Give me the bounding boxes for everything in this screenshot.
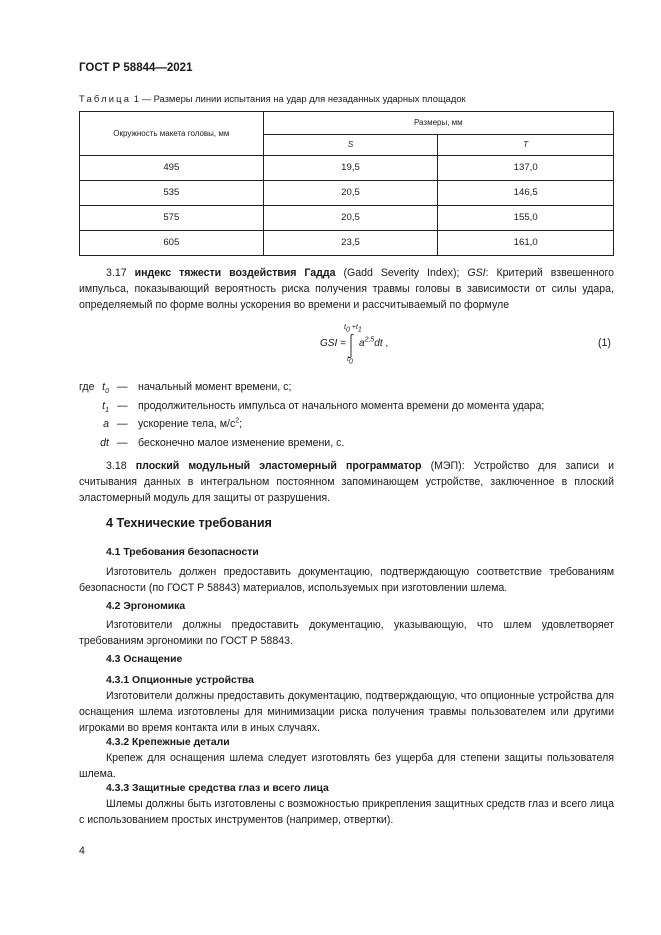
dimensions-table [79,111,614,256]
col-header-dimensions: Размеры, мм [263,112,613,135]
legend-row [79,417,614,436]
table-caption-prefix: Таблица [79,93,132,104]
table-row [80,156,614,181]
legend-description: начальный момент времени, с; [138,381,292,393]
section-4-3-1-title: 4.3.1 Опционные устройства [106,675,254,686]
term-abbreviation: GSI [467,267,486,279]
legend-where: где [79,381,95,393]
section-4-title: 4 Технические требования [106,516,272,530]
section-4-3-3-text: Шлемы должны быть изготовлены с возможностью прикрепления защитных средств глаз и всего лица с использованием простых инструментов (например, отвертки). [79,798,614,826]
legend-dash: — [117,399,128,412]
table-cell: 19,5 [263,156,438,181]
table-cell: 155,0 [438,206,614,231]
legend-row [79,399,614,418]
page-number: 4 [79,845,85,857]
section-4-3-3-title: 4.3.3 Защитные средства глаз и всего лица [106,783,329,794]
term-english: (Gadd Severity Index); [335,267,468,279]
section-4-3-2-text: Крепеж для оснащения шлема следует изготовлять без ущерба для степени защиты пользователя шлема. [79,752,614,780]
integral-upper-limit: $t_0 +t_1$ [344,324,362,334]
section-4-3-title: 4.3 Оснащение [106,654,183,665]
table-cell: 495 [80,156,264,181]
legend-dash: — [117,436,128,449]
table-row [80,231,614,256]
term-mep: плоский модульный эластомерный программатор [135,460,422,472]
table-cell: 137,0 [438,156,614,181]
formula-legend [79,380,614,454]
definition-text: (МЭП): Устройство для записи и считывания данных в интегральном постоянном запоминающем устройстве, заключенное в плоский эластомерный модуль для защиты от разрушения. [79,460,615,504]
col-header-s: S [263,135,438,156]
legend-symbol: a [103,418,109,430]
table-cell: 20,5 [263,206,438,231]
legend-symbol: dt [100,436,109,449]
term-gsi: индекс тяжести воздействия Гадда [134,267,336,279]
formula-lhs: GSI = [320,338,346,349]
formula-integrand: $a^{2,5}dt$ , [359,336,389,349]
section-4-1-title: 4.1 Требования безопасности [106,547,259,558]
integral-lower-limit: $t_0$ [347,356,353,366]
table-cell: 535 [80,181,264,206]
legend-description: продолжительность импульса от начального момента времени до момента удара; [138,399,545,412]
clause-number: 3.18 [106,460,136,472]
legend-symbol: $t_1$ [102,399,109,414]
col-header-t: T [438,135,614,156]
legend-symbol: $t_0$ [102,381,109,396]
legend-description: бесконечно малое изменение времени, с. [138,436,345,449]
table-row [80,206,614,231]
section-4-2-text: Изготовители должны предоставить документацию, указывающую, что шлем удовлетворяет требованиям эргономики по ГОСТ Р 58843. [79,619,614,647]
document-header: ГОСТ Р 58844—2021 [79,62,193,74]
legend-dash: — [117,418,128,430]
table-cell: 146,5 [438,181,614,206]
formula-number: (1) [598,337,611,349]
table-cell: 20,5 [263,181,438,206]
table-row [80,181,614,206]
gsi-formula [320,325,440,375]
clause-number: 3.17 [106,267,135,279]
definition-3-18 [79,459,614,507]
legend-description: ускорение тела, $м/с^2$; [138,417,243,430]
section-4-1-text: Изготовитель должен предоставить документацию, подтверждающую соответствие требованиям безопасности (по ГОСТ Р 58843) материалов, используемых при изготовлении шлема. [79,566,614,594]
table-caption-text: 1 — Размеры линии испытания на удар для незаданных ударных площадок [131,93,466,104]
section-4-3-2-title: 4.3.2 Крепежные детали [106,737,230,748]
section-4-2-title: 4.2 Эргономика [106,601,186,612]
table-cell: 161,0 [438,231,614,256]
table-caption [79,92,466,106]
definition-3-17 [79,266,614,314]
col-header-head-circumference: Окружность макета головы, мм [80,112,264,156]
table-cell: 605 [80,231,264,256]
table-cell: 23,5 [263,231,438,256]
table-header-row [80,112,614,135]
table-cell: 575 [80,206,264,231]
section-4-3-1-text: Изготовители должны предоставить документацию, подтверждающую, что опционные устройства для оснащения шлема изготовлены для минимизации риска получения травмы пользователем или другими игроками во время контакта или в иных случаях. [79,690,614,734]
legend-dash: — [117,381,128,393]
legend-row [79,436,614,455]
legend-row [79,380,614,399]
definition-text: : Критерий взвешенного импульса, показывающий вероятность риска получения травмы головы в зависимости от силы удара, определяемый по форме волны ускорения во времени и рассчитываемый по формуле [79,267,615,311]
